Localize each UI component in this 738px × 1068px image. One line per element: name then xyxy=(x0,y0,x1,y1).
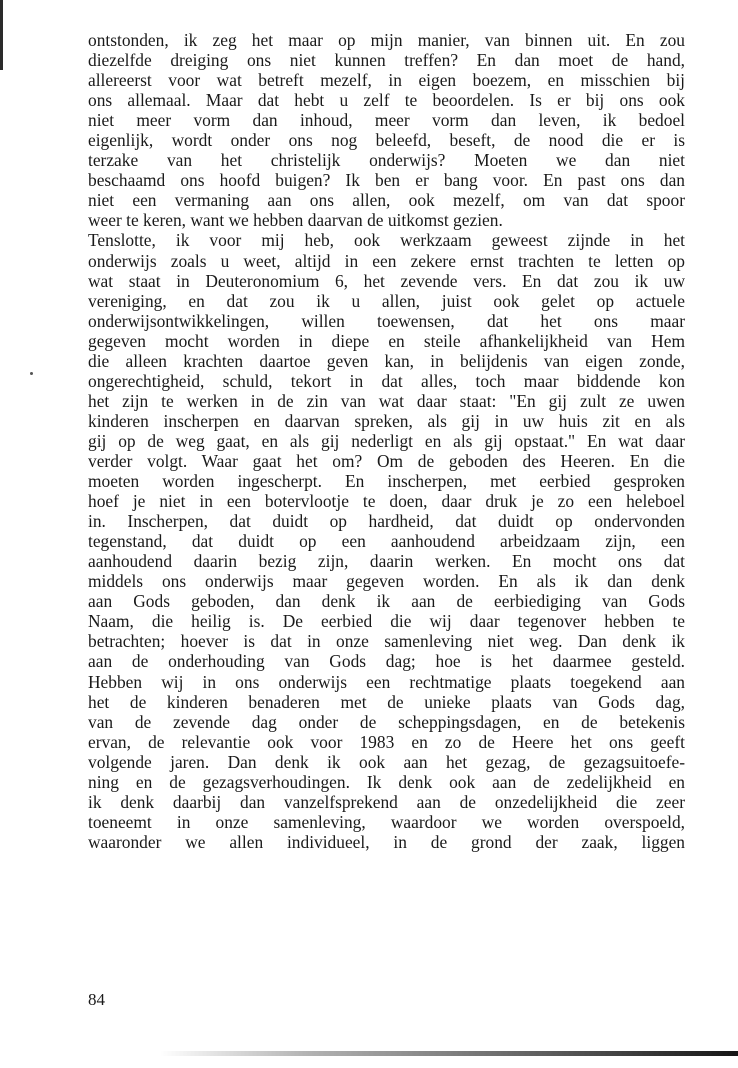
text-line: onderwijs zoals u weet, altijd in een zekere ernst trachten te letten op xyxy=(88,250,685,271)
text-line: waaronder we allen individueel, in de grond der zaak, liggen xyxy=(88,831,685,852)
text-line: Hebben wij in ons onderwijs een rechtmatige plaats toegekend aan xyxy=(88,671,685,692)
text-line: terzake van het christelijk onderwijs? Moeten we dan niet xyxy=(88,150,685,171)
text-line: middels ons onderwijs maar gegeven worden. En als ik dan denk xyxy=(88,571,685,592)
text-line: allereerst voor wat betreft mezelf, in eigen boezem, en misschien bij xyxy=(88,70,685,91)
text-line: het de kinderen benaderen met de unieke plaats van Gods dag, xyxy=(88,691,685,712)
text-line: aan de onderhouding van Gods dag; hoe is het daarmee gesteld. xyxy=(88,651,685,672)
text-line: toeneemt in onze samenleving, waardoor we worden overspoeld, xyxy=(88,811,685,832)
text-line: tegenstand, dat duidt op een aanhoudend arbeidzaam zijn, een xyxy=(88,531,685,552)
text-line: beschaamd ons hoofd buigen? Ik ben er bang voor. En past ons dan xyxy=(88,170,685,191)
text-line: ik denk daarbij dan vanzelfsprekend aan de onzedelijkheid die zeer xyxy=(88,791,685,812)
text-line: diezelfde dreiging ons niet kunnen treffen? En dan moet de hand, xyxy=(88,50,685,71)
text-line: betrachten; hoever is dat in onze samenleving niet weg. Dan denk ik xyxy=(88,631,685,652)
text-line: onderwijsontwikkelingen, willen toewensen, dat het ons maar xyxy=(88,310,685,331)
text-line: wat staat in Deuteronomium 6, het zevende vers. En dat zou ik uw xyxy=(88,270,685,291)
text-line: ontstonden, ik zeg het maar op mijn manier, van binnen uit. En zou xyxy=(88,30,685,50)
paragraph-end-line: weer te keren, want we hebben daarvan de uitkomst gezien. xyxy=(88,210,503,231)
text-line: ons allemaal. Maar dat hebt u zelf te beoordelen. Is er bij ons ook xyxy=(88,90,685,111)
text-line: aan Gods geboden, dan denk ik aan de eerbiediging van Gods xyxy=(88,591,685,612)
text-line: van de zevende dag onder de scheppingsdagen, en de betekenis xyxy=(88,711,685,732)
text-line: gegeven mocht worden in diepe en steile afhankelijkheid van Hem xyxy=(88,330,685,351)
text-line: gij op de weg gaat, en als gij nederligt en als gij opstaat." En wat daar xyxy=(88,430,685,451)
text-line: ning en de gezagsverhoudingen. Ik denk ook aan de zedelijkheid en xyxy=(88,771,685,792)
text-line: die alleen krachten daartoe geven kan, in belijdenis van eigen zonde, xyxy=(88,350,685,371)
scan-edge-shadow xyxy=(0,0,3,70)
text-line: in. Inscherpen, dat duidt op hardheid, dat duidt op ondervonden xyxy=(88,511,685,532)
text-line: het zijn te werken in de zin van wat daar staat: "En gij zult ze uwen xyxy=(88,390,685,411)
text-line: ervan, de relevantie ook voor 1983 en zo de Heere het ons geeft xyxy=(88,731,685,752)
text-line: vereniging, en dat zou ik u allen, juist ook gelet op actuele xyxy=(88,290,685,311)
text-line: niet een vermaning aan ons allen, ook mezelf, om van dat spoor xyxy=(88,190,685,211)
text-line: aanhoudend daarin bezig zijn, daarin werken. En mocht ons dat xyxy=(88,551,685,572)
text-line: volgende jaren. Dan denk ik ook aan het gezag, de gezagsuitoefe- xyxy=(88,751,685,772)
page-number: 84 xyxy=(88,990,105,1009)
text-line: verder volgt. Waar gaat het om? Om de geboden des Heeren. En die xyxy=(88,450,685,471)
scan-bottom-shadow xyxy=(160,1051,738,1056)
scan-speck xyxy=(30,372,33,375)
text-line: kinderen inscherpen en daarvan spreken, als gij in uw huis zit en als xyxy=(88,410,685,431)
body-text xyxy=(88,30,685,852)
text-line: ongerechtigheid, schuld, tekort in dat alles, toch maar biddende kon xyxy=(88,370,685,391)
text-line: niet meer vorm dan inhoud, meer vorm dan leven, ik bedoel xyxy=(88,110,685,131)
text-line: Tenslotte, ik voor mij heb, ook werkzaam geweest zijnde in het xyxy=(88,230,685,251)
text-line: moeten worden ingescherpt. En inscherpen, met eerbied gesproken xyxy=(88,471,685,492)
text-line: eigenlijk, wordt onder ons nog beleefd, beseft, de nood die er is xyxy=(88,130,685,151)
text-line: Naam, die heilig is. De eerbied die wij daar tegenover hebben te xyxy=(88,611,685,632)
text-line: hoef je niet in een botervlootje te doen, daar druk je zo een heleboel xyxy=(88,491,685,512)
